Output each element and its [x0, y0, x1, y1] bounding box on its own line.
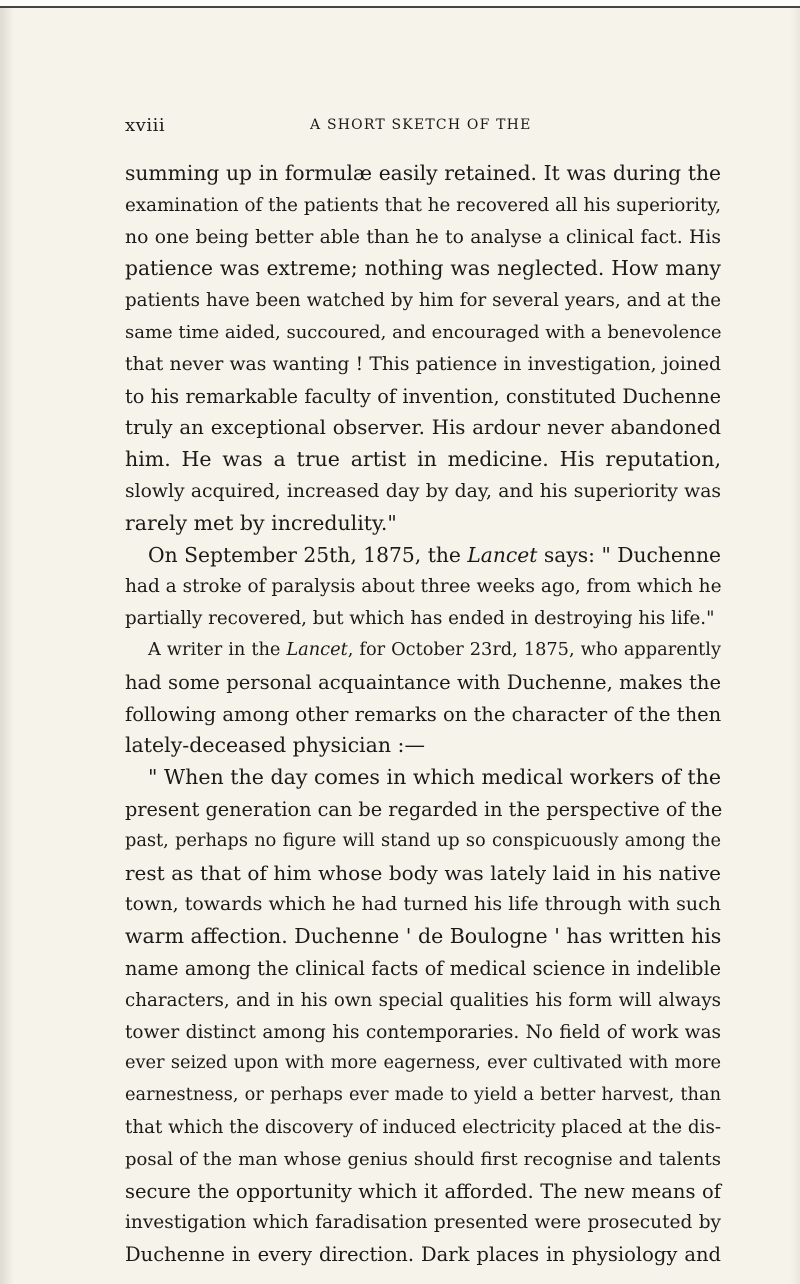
text-line: examination of the patients that he recovered all his superiority,	[125, 194, 721, 216]
text-line: ever seized upon with more eagerness, ever cultivated with more	[125, 1053, 721, 1074]
text-line: On September 25th, 1875, the Lancet says: " Duchenne	[148, 542, 721, 567]
text-line: rarely met by incredulity."	[125, 510, 397, 535]
text-line: " When the day comes in which medical workers of the	[148, 765, 721, 790]
text-line: earnestness, or perhaps ever made to yield a better harvest, than	[125, 1085, 721, 1106]
text-line: present generation can be regarded in the perspective of the	[125, 797, 723, 821]
text-line: Duchenne in every direction. Dark places in physiology and	[125, 1243, 721, 1267]
text-line: that never was wanting ! This patience in investigation, joined	[125, 353, 721, 375]
text-line: rest as that of him whose body was lately laid in his native	[125, 860, 721, 885]
text-line: him. He was a true artist in medicine. His reputation,	[125, 447, 721, 472]
text-line: name among the clinical facts of medical science in indelible	[125, 956, 721, 980]
page-number: xviii	[125, 115, 166, 136]
text-line: A writer in the Lancet, for October 23rd, 1875, who apparently	[148, 639, 721, 660]
text-line: truly an exceptional observer. His ardour never abandoned	[125, 416, 721, 440]
text-line: that which the discovery of induced electricity placed at the dis-	[125, 1116, 721, 1138]
text-line: tower distinct among his contemporaries. No field of work was	[125, 1021, 721, 1043]
text-line: had a stroke of paralysis about three weeks ago, from which he	[125, 576, 722, 598]
text-line: patients have been watched by him for several years, and at the	[125, 290, 721, 312]
text-line: lately-deceased physician :—	[125, 733, 425, 758]
page-top-edge	[0, 0, 800, 8]
text-line: past, perhaps no figure will stand up so conspicuously among the	[125, 830, 721, 851]
text-line: warm affection. Duchenne ' de Boulogne ' has written his	[125, 924, 722, 949]
text-line: following among other remarks on the character of the then	[125, 702, 722, 726]
text-line: town, towards which he had turned his life through with such	[125, 893, 721, 916]
text-line: partially recovered, but which has ended in destroying his life."	[125, 608, 715, 630]
text-line: patience was extreme; nothing was neglected. How many	[125, 256, 721, 281]
text-line: posal of the man whose genius should first recognise and talents	[125, 1148, 721, 1170]
running-title: A SHORT SKETCH OF THE	[310, 117, 532, 133]
text-line: characters, and in his own special qualities his form will always	[125, 989, 721, 1011]
body-text	[125, 158, 721, 1271]
text-line: slowly acquired, increased day by day, and his superiority was	[125, 480, 721, 502]
text-line: investigation which faradisation presented were prosecuted by	[125, 1212, 721, 1234]
running-head	[125, 115, 715, 139]
text-line: same time aided, succoured, and encouraged with a benevolence	[125, 321, 722, 343]
text-line: summing up in formulæ easily retained. It was during the	[125, 161, 721, 185]
text-line: no one being better able than he to analyse a clinical fact. His	[125, 226, 721, 248]
text-line: to his remarkable faculty of invention, constituted Duchenne	[125, 384, 721, 408]
text-line: had some personal acquaintance with Duchenne, makes the	[125, 670, 721, 694]
text-line: secure the opportunity which it afforded. The new means of	[125, 1179, 721, 1203]
